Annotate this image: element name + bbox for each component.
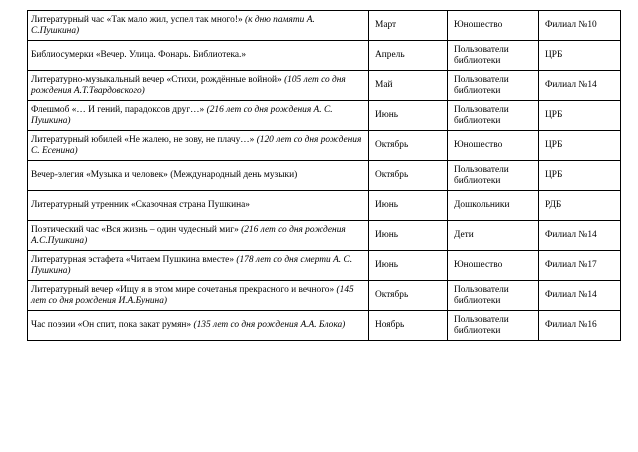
table-row	[28, 71, 621, 101]
event-month: Июнь	[369, 221, 448, 251]
event-title-cell	[28, 161, 369, 191]
event-month: Май	[369, 71, 448, 101]
event-month: Октябрь	[369, 161, 448, 191]
table-row	[28, 131, 621, 161]
event-place: ЦРБ	[539, 131, 621, 161]
event-title-cell	[28, 221, 369, 251]
event-title-cell	[28, 71, 369, 101]
event-audience: Юношество	[448, 251, 539, 281]
event-place: ЦРБ	[539, 101, 621, 131]
table-row	[28, 161, 621, 191]
event-audience: Пользователи библиотеки	[448, 41, 539, 71]
table-row	[28, 311, 621, 341]
event-note: (178 лет со дня смерти А. С. Пушкина)	[31, 254, 353, 276]
event-month: Июнь	[369, 191, 448, 221]
table-row	[28, 191, 621, 221]
event-title: Литературная эстафета «Читаем Пушкина вместе»	[31, 254, 235, 265]
table-row	[28, 251, 621, 281]
event-note: (145 лет со дня рождения И.А.Бунина)	[31, 284, 354, 306]
event-place: Филиал №16	[539, 311, 621, 341]
event-audience: Дети	[448, 221, 539, 251]
event-note: (105 лет со дня рождения А.Т.Твардовского)	[31, 74, 346, 96]
event-title: Библиосумерки «Вечер. Улица. Фонарь. Библиотека.»	[31, 50, 247, 60]
document-page	[27, 10, 620, 341]
events-table	[27, 10, 621, 341]
event-month: Октябрь	[369, 131, 448, 161]
event-place: Филиал №10	[539, 11, 621, 41]
event-audience: Пользователи библиотеки	[448, 71, 539, 101]
event-month: Июнь	[369, 251, 448, 281]
event-audience: Пользователи библиотеки	[448, 101, 539, 131]
event-title: Вечер-элегия «Музыка и человек» (Международный день музыки)	[31, 170, 298, 180]
event-title: Литературный час «Так мало жил, успел так много!»	[31, 14, 243, 25]
event-month: Апрель	[369, 41, 448, 71]
event-month: Ноябрь	[369, 311, 448, 341]
event-place: Филиал №14	[539, 71, 621, 101]
event-title: Литературный юбилей «Не жалею, не зову, не плачу…»	[31, 134, 255, 145]
event-title-cell	[28, 251, 369, 281]
event-title-cell	[28, 281, 369, 311]
event-title-cell	[28, 131, 369, 161]
event-title-cell	[28, 41, 369, 71]
table-row	[28, 101, 621, 131]
event-place: Филиал №14	[539, 281, 621, 311]
event-month: Июнь	[369, 101, 448, 131]
table-row	[28, 41, 621, 71]
table-row	[28, 281, 621, 311]
event-title-cell	[28, 191, 369, 221]
event-title: Литературно-музыкальный вечер «Стихи, рождённые войной»	[31, 74, 282, 85]
event-note: (216 лет со дня рождения А.С.Пушкина)	[31, 224, 346, 246]
table-row	[28, 11, 621, 41]
event-title: Литературный вечер «Ищу я в этом мире сочетанья прекрасного и вечного»	[31, 284, 335, 295]
event-audience: Юношество	[448, 11, 539, 41]
event-month: Март	[369, 11, 448, 41]
event-audience: Пользователи библиотеки	[448, 311, 539, 341]
event-title-cell	[28, 101, 369, 131]
events-table-body	[28, 11, 621, 341]
event-note: (135 лет со дня рождения А.А. Блока)	[193, 320, 346, 330]
event-place: Филиал №14	[539, 221, 621, 251]
event-place: ЦРБ	[539, 161, 621, 191]
event-title: Поэтический час «Вся жизнь – один чудесный миг»	[31, 224, 239, 235]
event-place: ЦРБ	[539, 41, 621, 71]
event-title: Флешмоб «… И гений, парадоксов друг…»	[31, 104, 205, 115]
event-audience: Юношество	[448, 131, 539, 161]
event-place: Филиал №17	[539, 251, 621, 281]
event-title-cell	[28, 311, 369, 341]
table-row	[28, 221, 621, 251]
event-place: РДБ	[539, 191, 621, 221]
event-audience: Пользователи библиотеки	[448, 161, 539, 191]
event-note: (120 лет со дня рождения С. Есенина)	[31, 134, 362, 156]
event-title: Час поэзии «Он спит, пока закат румян»	[31, 320, 192, 330]
event-audience: Пользователи библиотеки	[448, 281, 539, 311]
event-audience: Дошкольники	[448, 191, 539, 221]
event-note: (216 лет со дня рождения А. С. Пушкина)	[31, 104, 333, 126]
event-month: Октябрь	[369, 281, 448, 311]
event-title: Литературный утренник «Сказочная страна Пушкина»	[31, 200, 250, 210]
event-title-cell	[28, 11, 369, 41]
event-note: (к дню памяти А. С.Пушкина)	[31, 14, 315, 36]
